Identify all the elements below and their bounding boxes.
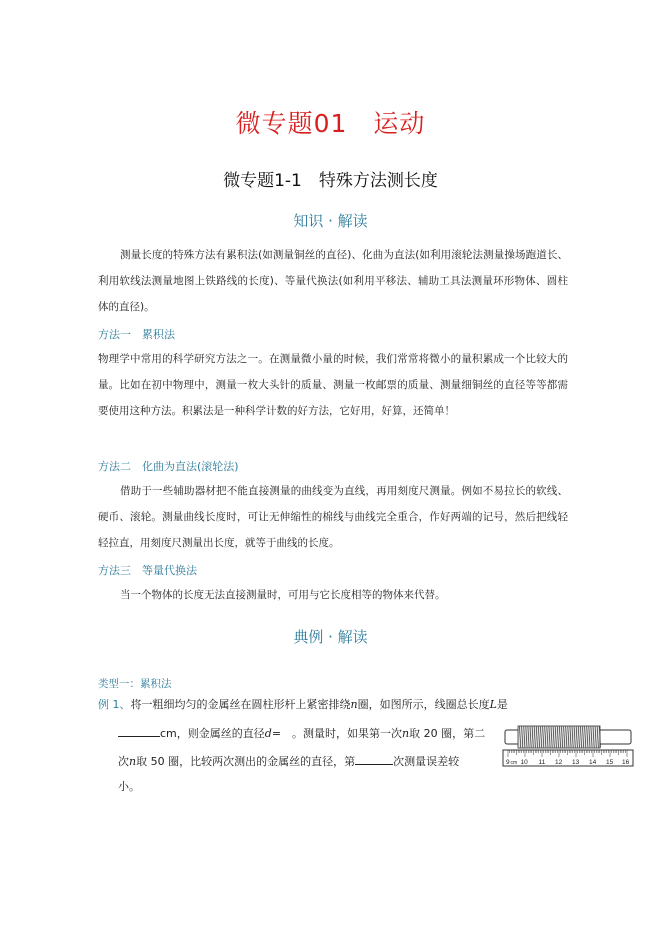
ruler-label-11: 11 xyxy=(538,759,546,766)
example1-text-c: 是 xyxy=(496,698,508,711)
example1-text-h: 次测量误差较 xyxy=(393,755,460,768)
example1-text-a: 将一粗细均匀的金属丝在圆柱形杆上紧密排绕 xyxy=(130,698,351,711)
ruler-label-14: 14 xyxy=(589,759,597,766)
example1-text-g: 取 50 圈，比较两次测出的金属丝的直径，第 xyxy=(136,755,356,768)
var-d: d xyxy=(264,727,272,740)
example1-line1 xyxy=(98,696,508,712)
answer-blank-trial[interactable] xyxy=(355,752,393,765)
example1-unit: cm，则金属丝的直径 xyxy=(160,727,265,740)
coil-ruler-figure xyxy=(502,716,634,768)
method1-text: 物理学中常用的科学研究方法之一。在测量微小量的时候，我们常常将微小的量积累成一个比较大的量。比如在初中物理中，测量一枚大头针的质量、测量一枚邮票的质量、测量细铜丝的直径等等都需要使用这种方法。积累法是一种科学计数的好方法，它好用，好算，还简单！ xyxy=(98,353,568,417)
wire-coil xyxy=(518,726,601,748)
method2-text: 借助于一些辅助器材把不能直接测量的曲线变为直线，再用刻度尺测量。例如不易拉长的软线、硬币、滚轮。测量曲线长度时，可让无伸缩性的棉线与曲线完全重合，作好两端的记号，然后把线轻轻拉直，用刻度尺测量出长度，就等于曲线的长度。 xyxy=(98,485,568,549)
example-number: 例 1、 xyxy=(98,698,131,711)
ruler-label-12: 12 xyxy=(555,759,563,766)
example1-text-f: 次 xyxy=(118,755,129,768)
example1-text-e: 取 20 圈，第二 xyxy=(409,727,486,740)
ruler-label-9: 9 xyxy=(506,759,510,766)
var-n-2: n xyxy=(402,727,410,740)
subtitle: 微专题1-1 特殊方法测长度 xyxy=(223,171,438,191)
var-n: n xyxy=(350,698,358,711)
page-title: 微专题01 运动 xyxy=(235,109,426,138)
example1-text-b: 圈，如图所示，线圈总长度 xyxy=(357,698,490,711)
example1-line3 xyxy=(118,752,459,769)
ruler-label-10: 10 xyxy=(520,759,528,766)
method2-heading: 方法二 化曲为直法(滚轮法) xyxy=(98,460,239,473)
method3-text: 当一个物体的长度无法直接测量时，可用与它长度相等的物体来代替。 xyxy=(120,589,446,601)
var-L: L xyxy=(489,698,497,711)
type1-label: 类型一：累积法 xyxy=(98,678,172,690)
ruler-label-16: 16 xyxy=(622,759,630,766)
ruler-label-13: 13 xyxy=(572,759,580,766)
method1-heading: 方法一 累积法 xyxy=(98,328,175,341)
ruler-label-15: 15 xyxy=(606,759,614,766)
section-heading-examples: 典例 · 解读 xyxy=(293,628,368,646)
intro-paragraph: 测量长度的特殊方法有累积法(如测量铜丝的直径)、化曲为直法(如利用滚轮法测量操场跑道长、利用软线法测量地图上铁路线的长度)、等量代换法(如利用平移法、辅助工具法测量环形物体、圆柱体的直径)。 xyxy=(98,249,568,313)
answer-blank-length[interactable] xyxy=(118,724,160,737)
ruler-label-cm: cm xyxy=(510,760,518,766)
method3-heading: 方法三 等量代换法 xyxy=(98,564,197,577)
example1-text-d: = 。测量时，如果第一次 xyxy=(271,727,403,740)
example1-line2 xyxy=(118,724,485,741)
var-n-3: n xyxy=(129,755,137,768)
example1-line4: 小。 xyxy=(118,780,140,793)
section-heading-knowledge: 知识 · 解读 xyxy=(293,212,368,230)
